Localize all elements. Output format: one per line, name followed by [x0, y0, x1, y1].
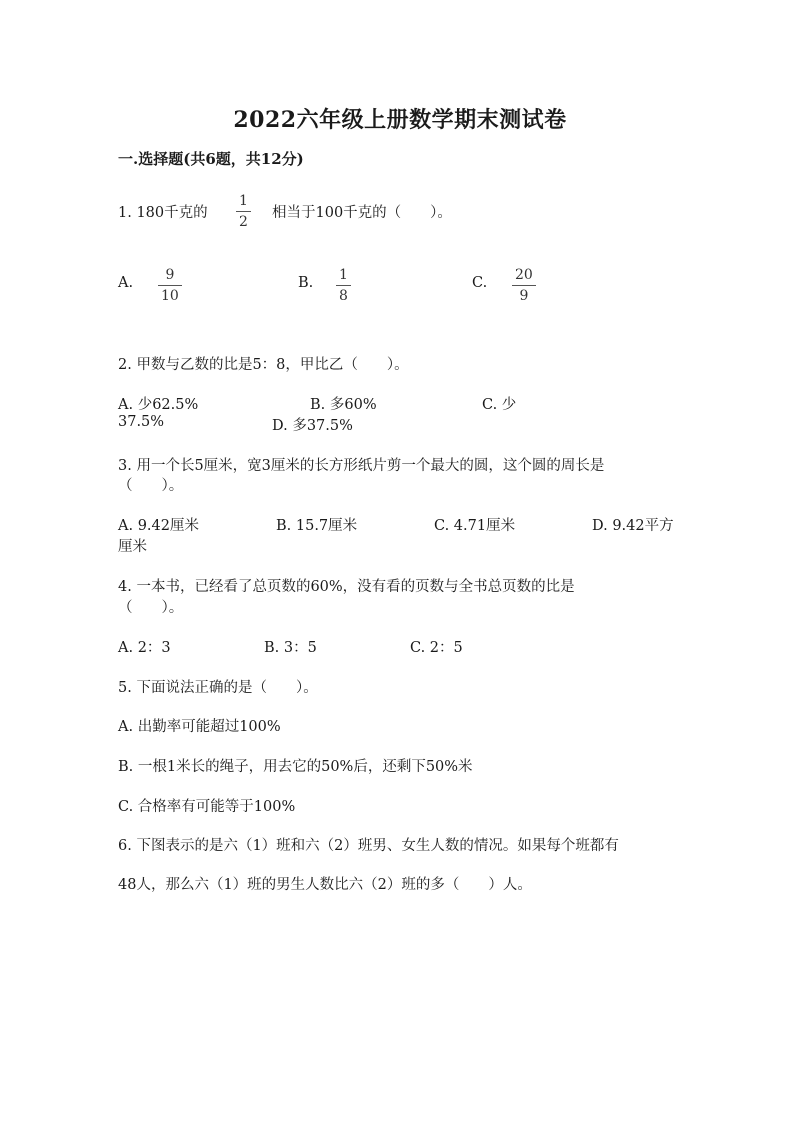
q1-option-a-fraction [158, 268, 182, 303]
q2-option-a: A. 少62.5% [118, 397, 199, 413]
q1-option-c-denominator: 9 [519, 288, 529, 304]
q5-option-a: A. 出勤率可能超过100% [118, 719, 281, 735]
q3-stem-line1: 3. 用一个长5厘米，宽3厘米的长方形纸片剪一个最大的圆，这个圆的周长是 [118, 458, 605, 474]
q3-option-a: A. 9.42厘米 [118, 518, 199, 534]
q1-fraction-denominator: 2 [239, 214, 248, 230]
q2-stem: 2. 甲数与乙数的比是5：8，甲比乙（ ）。 [118, 357, 409, 373]
q5-option-c: C. 合格率有可能等于100% [118, 799, 296, 815]
q2-option-c: C. 少 [482, 397, 517, 413]
q1-option-a-label: A. [118, 275, 134, 291]
q3-option-b: B. 15.7厘米 [276, 518, 358, 534]
q3-option-c: C. 4.71厘米 [434, 518, 516, 534]
section-heading: 一.选择题(共6题，共12分) [118, 150, 304, 168]
q3-stem-line2: （ ）。 [118, 478, 184, 494]
q1-fraction [236, 194, 251, 229]
q1-suffix: 相当于100千克的（ ）。 [272, 205, 452, 221]
q1-option-b-denominator: 8 [339, 288, 348, 304]
q4-option-b: B. 3：5 [264, 640, 317, 656]
q1-option-a-denominator: 10 [161, 288, 179, 304]
q2-option-b: B. 多60% [310, 397, 377, 413]
q1-option-a-numerator: 9 [165, 267, 175, 283]
q1-option-b-fraction [336, 268, 351, 303]
q1-option-c-numerator: 20 [515, 267, 533, 283]
page-title: 2022六年级上册数学期末测试卷 [233, 107, 567, 133]
q6-stem-line2: 48人，那么六（1）班的男生人数比六（2）班的多（ ）人。 [118, 877, 532, 893]
q5-stem: 5. 下面说法正确的是（ ）。 [118, 680, 318, 696]
q3-option-d-continued: 厘米 [118, 539, 147, 555]
q6-stem-line1: 6. 下图表示的是六（1）班和六（2）班男、女生人数的情况。如果每个班都有 [118, 838, 619, 854]
q2-option-c-continued: 37.5% [118, 414, 165, 430]
q1-option-c-label: C. [472, 275, 488, 291]
q4-option-c: C. 2：5 [410, 640, 463, 656]
q2-option-d: D. 多37.5% [272, 418, 353, 434]
q4-stem-line1: 4. 一本书，已经看了总页数的60%，没有看的页数与全书总页数的比是 [118, 579, 575, 595]
q4-stem-line2: （ ）。 [118, 600, 184, 616]
q1-option-c-fraction [512, 268, 536, 303]
q4-option-a: A. 2：3 [118, 640, 171, 656]
q5-option-b: B. 一根1米长的绳子，用去它的50%后，还剩下50%米 [118, 759, 473, 775]
q1-fraction-numerator: 1 [239, 193, 248, 209]
q1-option-b-label: B. [298, 275, 314, 291]
q3-option-d: D. 9.42平方 [592, 518, 674, 534]
q1-option-b-numerator: 1 [339, 267, 348, 283]
q1-prefix: 1. 180千克的 [118, 205, 208, 221]
